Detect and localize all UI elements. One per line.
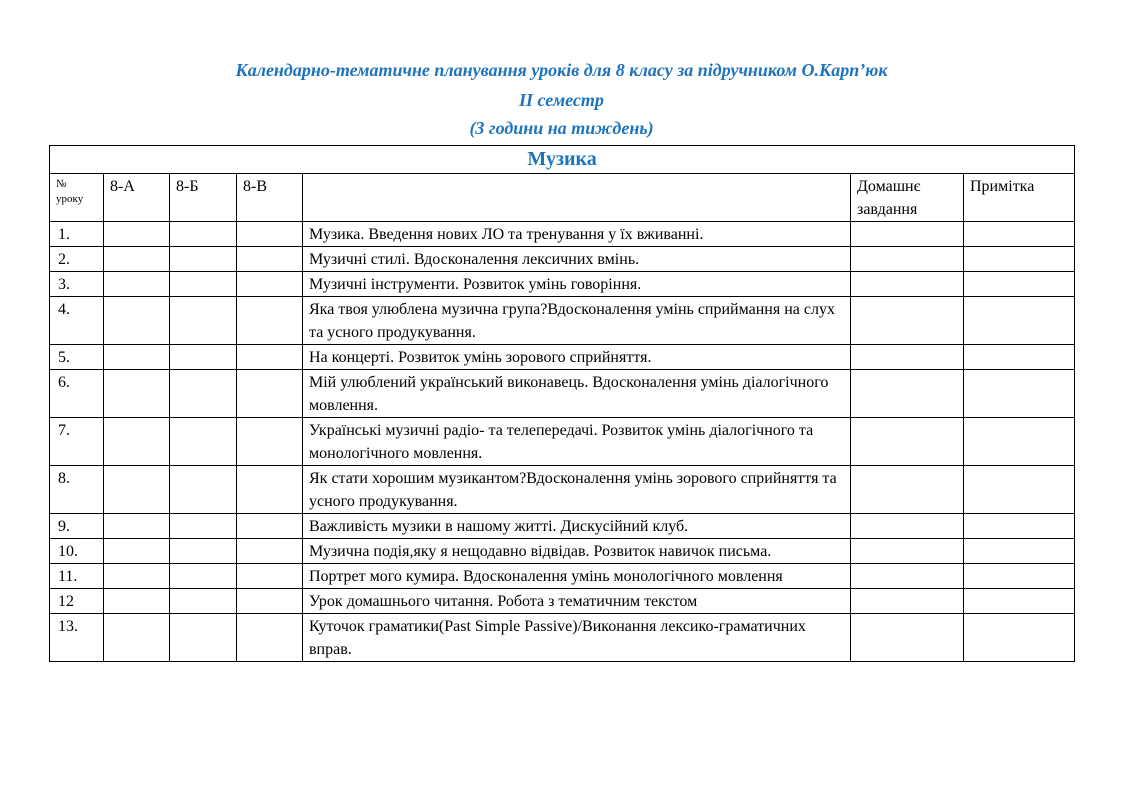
lesson-topic-cell: Музика. Введення нових ЛО та тренування у їх вживанні. bbox=[303, 222, 851, 247]
class-8v-date-cell bbox=[237, 589, 303, 614]
class-8b-date-cell bbox=[170, 539, 237, 564]
lesson-number-cell: 6. bbox=[50, 370, 104, 418]
class-8v-date-cell bbox=[237, 370, 303, 418]
lesson-topic-cell: Куточок граматики(Past Simple Passive)/Виконання лексико-граматичних вправ. bbox=[303, 614, 851, 662]
notes-cell bbox=[964, 589, 1075, 614]
notes-cell bbox=[964, 222, 1075, 247]
table-row bbox=[50, 222, 1075, 247]
homework-cell bbox=[851, 418, 964, 466]
class-8v-date-cell bbox=[237, 247, 303, 272]
notes-cell bbox=[964, 466, 1075, 514]
lesson-number-cell: 3. bbox=[50, 272, 104, 297]
header-class-8v: 8-В bbox=[237, 174, 303, 222]
class-8a-date-cell bbox=[104, 418, 170, 466]
homework-cell bbox=[851, 222, 964, 247]
class-8b-date-cell bbox=[170, 466, 237, 514]
lesson-topic-cell: Мій улюблений український виконавець. Вдосконалення умінь діалогічного мовлення. bbox=[303, 370, 851, 418]
header-homework: Домашнє завдання bbox=[851, 174, 964, 222]
class-8v-date-cell bbox=[237, 222, 303, 247]
lesson-number-cell: 2. bbox=[50, 247, 104, 272]
header-lesson-number bbox=[50, 174, 104, 222]
header-number-sign: № bbox=[56, 178, 67, 190]
lesson-topic-cell: Музичні стилі. Вдосконалення лексичних вмінь. bbox=[303, 247, 851, 272]
class-8b-date-cell bbox=[170, 418, 237, 466]
table-row bbox=[50, 418, 1075, 466]
class-8b-date-cell bbox=[170, 514, 237, 539]
document-title: Календарно-тематичне планування уроків для 8 класу за підручником О.Карп’юк bbox=[235, 60, 888, 80]
table-row bbox=[50, 514, 1075, 539]
lesson-number-cell: 7. bbox=[50, 418, 104, 466]
homework-cell bbox=[851, 345, 964, 370]
lesson-topic-cell: Важливість музики в нашому житті. Дискусійний клуб. bbox=[303, 514, 851, 539]
table-row bbox=[50, 614, 1075, 662]
lesson-number-cell: 9. bbox=[50, 514, 104, 539]
class-8a-date-cell bbox=[104, 370, 170, 418]
header-row bbox=[50, 174, 1075, 222]
class-8v-date-cell bbox=[237, 272, 303, 297]
hours-per-week: (3 години на тиждень) bbox=[469, 118, 654, 138]
lesson-topic-cell: Музична подія,яку я нещодавно відвідав. Розвиток навичок письма. bbox=[303, 539, 851, 564]
class-8a-date-cell bbox=[104, 614, 170, 662]
class-8a-date-cell bbox=[104, 589, 170, 614]
class-8v-date-cell bbox=[237, 418, 303, 466]
class-8v-date-cell bbox=[237, 539, 303, 564]
homework-cell bbox=[851, 297, 964, 345]
lesson-topic-cell: Музичні інструменти. Розвиток умінь говоріння. bbox=[303, 272, 851, 297]
lesson-topic-cell: На концерті. Розвиток умінь зорового сприйняття. bbox=[303, 345, 851, 370]
notes-cell bbox=[964, 345, 1075, 370]
lesson-topic-cell: Портрет мого кумира. Вдосконалення умінь монологічного мовлення bbox=[303, 564, 851, 589]
notes-cell bbox=[964, 539, 1075, 564]
notes-cell bbox=[964, 370, 1075, 418]
lesson-topic-cell: Урок домашнього читання. Робота з тематичним текстом bbox=[303, 589, 851, 614]
lesson-plan-table bbox=[49, 145, 1075, 662]
class-8a-date-cell bbox=[104, 247, 170, 272]
homework-cell bbox=[851, 539, 964, 564]
class-8v-date-cell bbox=[237, 297, 303, 345]
header-lesson-word: уроку bbox=[56, 193, 84, 205]
class-8a-date-cell bbox=[104, 514, 170, 539]
homework-cell bbox=[851, 272, 964, 297]
notes-cell bbox=[964, 247, 1075, 272]
table-row bbox=[50, 370, 1075, 418]
class-8b-date-cell bbox=[170, 272, 237, 297]
lesson-number-cell: 11. bbox=[50, 564, 104, 589]
class-8b-date-cell bbox=[170, 247, 237, 272]
semester-label: ІІ семестр bbox=[519, 90, 604, 110]
lesson-number-cell: 13. bbox=[50, 614, 104, 662]
notes-cell bbox=[964, 418, 1075, 466]
notes-cell bbox=[964, 614, 1075, 662]
table-row bbox=[50, 345, 1075, 370]
lesson-number-cell: 5. bbox=[50, 345, 104, 370]
table-row bbox=[50, 539, 1075, 564]
homework-cell bbox=[851, 514, 964, 539]
class-8v-date-cell bbox=[237, 564, 303, 589]
homework-cell bbox=[851, 370, 964, 418]
header-topic bbox=[303, 174, 851, 222]
header-class-8a: 8-А bbox=[104, 174, 170, 222]
class-8a-date-cell bbox=[104, 272, 170, 297]
class-8a-date-cell bbox=[104, 539, 170, 564]
lesson-number-cell: 1. bbox=[50, 222, 104, 247]
homework-cell bbox=[851, 247, 964, 272]
class-8b-date-cell bbox=[170, 222, 237, 247]
class-8a-date-cell bbox=[104, 466, 170, 514]
homework-cell bbox=[851, 614, 964, 662]
class-8v-date-cell bbox=[237, 614, 303, 662]
table-row bbox=[50, 466, 1075, 514]
lesson-number-cell: 10. bbox=[50, 539, 104, 564]
class-8b-date-cell bbox=[170, 345, 237, 370]
notes-cell bbox=[964, 272, 1075, 297]
table-row bbox=[50, 272, 1075, 297]
class-8b-date-cell bbox=[170, 614, 237, 662]
class-8b-date-cell bbox=[170, 589, 237, 614]
class-8a-date-cell bbox=[104, 222, 170, 247]
lesson-topic-cell: Українські музичні радіо- та телепередачі. Розвиток умінь діалогічного та монологічного мовлення. bbox=[303, 418, 851, 466]
class-8b-date-cell bbox=[170, 370, 237, 418]
class-8b-date-cell bbox=[170, 297, 237, 345]
notes-cell bbox=[964, 297, 1075, 345]
header-notes: Примітка bbox=[964, 174, 1075, 222]
lesson-number-cell: 12 bbox=[50, 589, 104, 614]
header-class-8b: 8-Б bbox=[170, 174, 237, 222]
table-row bbox=[50, 297, 1075, 345]
class-8v-date-cell bbox=[237, 466, 303, 514]
notes-cell bbox=[964, 514, 1075, 539]
class-8a-date-cell bbox=[104, 564, 170, 589]
class-8a-date-cell bbox=[104, 345, 170, 370]
table-row bbox=[50, 564, 1075, 589]
table-row bbox=[50, 247, 1075, 272]
class-8v-date-cell bbox=[237, 345, 303, 370]
lesson-topic-cell: Яка твоя улюблена музична група?Вдосконалення умінь сприймання на слух та усного продукування. bbox=[303, 297, 851, 345]
lesson-topic-cell: Як стати хорошим музикантом?Вдосконалення умінь зорового сприйняття та усного продукування. bbox=[303, 466, 851, 514]
class-8b-date-cell bbox=[170, 564, 237, 589]
notes-cell bbox=[964, 564, 1075, 589]
lesson-number-cell: 4. bbox=[50, 297, 104, 345]
subject-row bbox=[50, 146, 1075, 174]
subject-title: Музика bbox=[50, 146, 1075, 174]
class-8v-date-cell bbox=[237, 514, 303, 539]
homework-cell bbox=[851, 466, 964, 514]
homework-cell bbox=[851, 564, 964, 589]
lesson-number-cell: 8. bbox=[50, 466, 104, 514]
homework-cell bbox=[851, 589, 964, 614]
table-row bbox=[50, 589, 1075, 614]
class-8a-date-cell bbox=[104, 297, 170, 345]
